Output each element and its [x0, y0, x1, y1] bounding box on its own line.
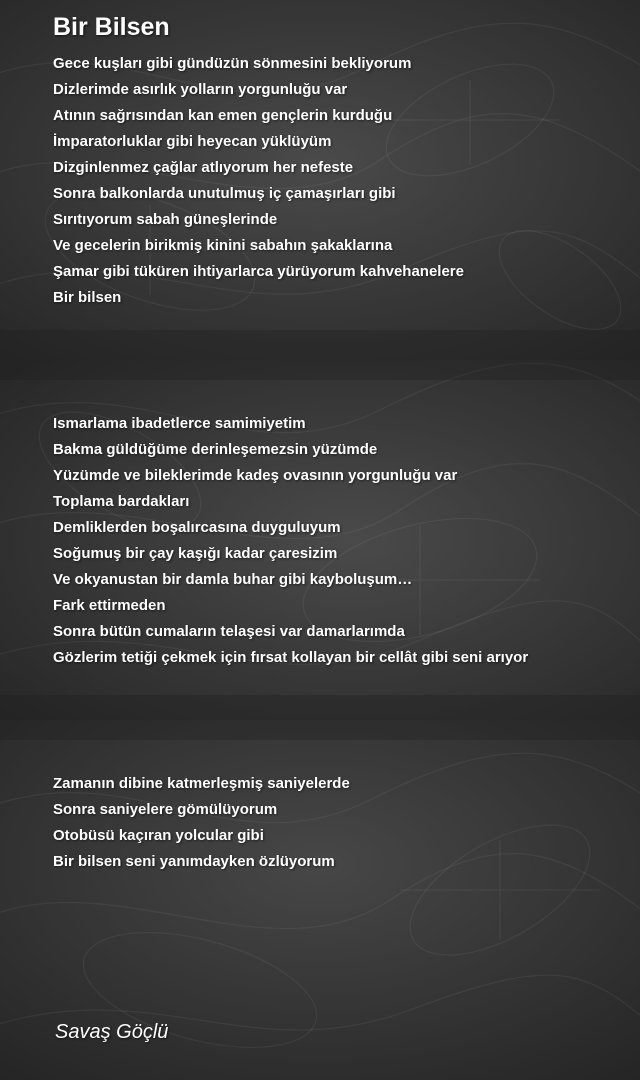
poem-line: Soğumuş bir çay kaşığı kadar çaresizim — [53, 545, 338, 562]
poem-line: Ve okyanustan bir damla buhar gibi kayboluşum… — [53, 571, 413, 588]
poem-author: Savaş Göçlü — [55, 1021, 169, 1043]
poem-line: Toplama bardakları — [53, 493, 190, 510]
poem-line: Atının sağrısından kan emen gençlerin kurduğu — [53, 107, 393, 124]
stanza-1 — [53, 51, 464, 311]
stanza-3 — [53, 771, 350, 875]
stanza-2 — [53, 411, 528, 671]
poem-line: Dizginlenmez çağlar atlıyorum her nefeste — [53, 159, 354, 176]
poem-line: Fark ettirmeden — [53, 597, 166, 614]
poem-line: Dizlerimde asırlık yolların yorgunluğu var — [53, 81, 348, 98]
poem-line: Ve gecelerin birikmiş kinini sabahın şakaklarına — [53, 237, 393, 254]
poem-line: Şamar gibi tüküren ihtiyarlarca yürüyorum kahvehanelere — [53, 263, 464, 280]
poem-line: Bakma güldüğüme derinleşemezsin yüzümde — [53, 441, 378, 458]
poem-line: İmparatorluklar gibi heyecan yüklüyüm — [53, 133, 332, 150]
poem-line: Zamanın dibine katmerleşmiş saniyelerde — [53, 775, 350, 792]
poem-line: Sonra balkonlarda unutulmuş iç çamaşırları gibi — [53, 185, 396, 202]
poem-line: Bir bilsen seni yanımdayken özlüyorum — [53, 853, 335, 870]
poem-line: Gözlerim tetiği çekmek için fırsat kollayan bir cellât gibi seni arıyor — [53, 649, 529, 666]
poem-title: Bir Bilsen — [53, 13, 170, 41]
poem-line: Gece kuşları gibi gündüzün sönmesini bekliyorum — [53, 55, 412, 72]
poem-line: Sırıtıyorum sabah güneşlerinde — [53, 211, 278, 228]
poem-line: Otobüsü kaçıran yolcular gibi — [53, 827, 264, 844]
poem-line: Yüzümde ve bileklerimde kadeş ovasının yorgunluğu var — [53, 467, 458, 484]
poem-line: Sonra bütün cumaların telaşesi var damarlarımda — [53, 623, 405, 640]
poem-line: Ismarlama ibadetlerce samimiyetim — [53, 415, 306, 432]
poem-line: Bir bilsen — [53, 289, 122, 306]
poem-line: Demliklerden boşalırcasına duyguluyum — [53, 519, 341, 536]
poem-line: Sonra saniyelere gömülüyorum — [53, 801, 278, 818]
